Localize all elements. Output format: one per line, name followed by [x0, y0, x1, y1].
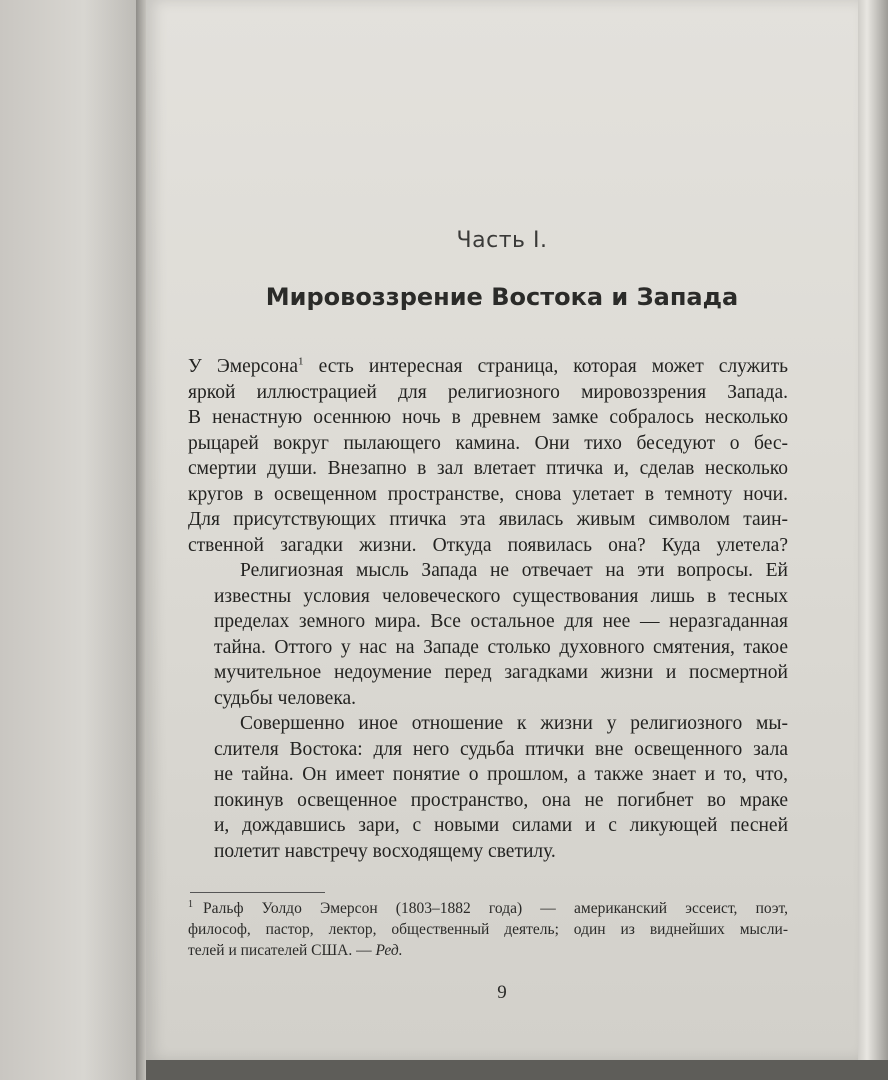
text-fragment: У Эмерсона: [188, 356, 298, 377]
text-line: рыцарей вокруг пылающего камина. Они тихо беседуют о бес-: [188, 432, 788, 454]
background-surface: [146, 1060, 888, 1080]
text-line: полетит навстречу восходящему светилу.: [214, 840, 556, 862]
text-line: слителя Востока: для него судьба птички вне освещенного зала: [214, 738, 788, 760]
text-line: покинув освещенное пространство, она не погибнет во мраке: [214, 789, 788, 811]
text-line: В ненастную осеннюю ночь в древнем замке собралось несколько: [188, 407, 788, 428]
footnote-line: [188, 940, 788, 961]
footnote-divider: [190, 892, 325, 893]
page-stack-edge: [858, 0, 888, 1080]
body-text: [188, 354, 788, 864]
left-page-edge: [0, 0, 140, 1080]
text-line: ственной загадки жизни. Откуда появилась она? Куда улетела?: [188, 534, 788, 556]
footnote-line: [188, 898, 788, 919]
text-line: [188, 354, 788, 380]
text-line: Совершенно иное отношение к жизни у религиозного мы-: [240, 713, 788, 734]
footnote-editor-mark: Ред.: [375, 942, 403, 959]
text-line: не тайна. Он имеет понятие о прошлом, а также знает и то, что,: [214, 764, 788, 785]
page-number: 9: [497, 982, 507, 1003]
text-line: известны условия человеческого существования лишь в тесных: [214, 585, 788, 607]
chapter-title: Мировоззрение Востока и Запада: [265, 283, 739, 311]
footnote-text: Ральф Уолдо Эмерсон (1803–1882 года) — американский эссеист, поэт,: [203, 900, 788, 917]
text-line: пределах земного мира. Все остальное для нее — неразгаданная: [214, 611, 788, 632]
paragraph-2: [188, 558, 788, 711]
part-heading: Часть I.: [456, 228, 548, 253]
text-line: кругов в освещенном пространстве, снова улетает в темноту ночи.: [188, 483, 788, 505]
text-fragment: есть интересная страница, которая может служить: [303, 356, 788, 377]
paragraph-3: [188, 711, 788, 864]
footnote-number: 1: [188, 898, 193, 910]
text-line: яркой иллюстрацией для религиозного мировоззрения Запада.: [188, 381, 788, 403]
footnote-line: философ, пастор, лектор, общественный деятель; один из виднейших мысли-: [188, 921, 788, 938]
footnote-reference: 1: [298, 355, 304, 368]
text-line: смертии души. Внезапно в зал влетает птичка и, сделав несколько: [188, 458, 788, 479]
text-line: Для присутствующих птичка эта явилась живым символом таин-: [188, 509, 788, 530]
footnote: [188, 898, 788, 961]
paragraph-1: [188, 354, 788, 558]
text-line: мучительное недоумение перед загадками жизни и посмертной: [214, 662, 788, 683]
footnote-text: телей и писателей США. —: [188, 942, 376, 959]
text-line: тайна. Оттого у нас на Западе столько духовного смятения, такое: [214, 636, 788, 658]
text-line: судьбы человека.: [214, 687, 357, 709]
text-line: Религиозная мысль Запада не отвечает на эти вопросы. Ей: [240, 560, 788, 581]
text-line: и, дождавшись зари, с новыми силами и с ликующей песней: [214, 815, 788, 836]
